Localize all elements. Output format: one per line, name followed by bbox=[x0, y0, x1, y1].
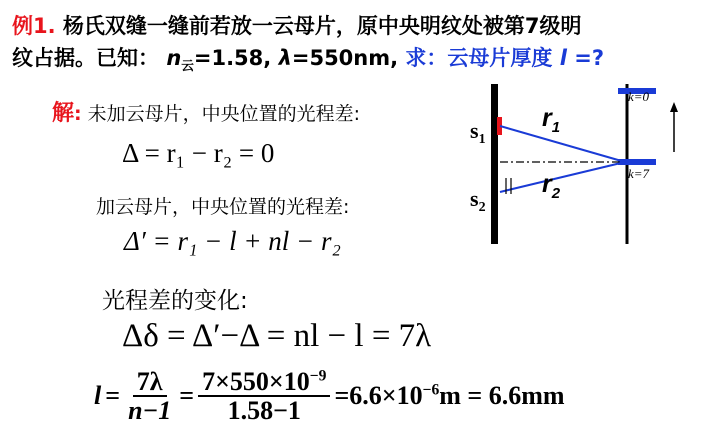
lambda-value: =550nm, bbox=[291, 46, 399, 70]
example-label: 例1. bbox=[12, 14, 56, 38]
problem-line-1 bbox=[12, 10, 582, 40]
n-subscript: 云 bbox=[181, 58, 194, 74]
solution-label: 解 bbox=[52, 101, 75, 126]
label-s2: $s_2$ bbox=[470, 186, 486, 215]
final-equation: l = $\frac{7\lambda}{n-1}$ = $\frac{7\times 550\times 10^{-9}}{1.58-1}$ $=6.6\times 10^{-6}m = 6.6mm$ bbox=[94, 367, 565, 426]
solution-intro bbox=[52, 96, 360, 127]
fraction-2-denominator: 1.58−1 bbox=[227, 396, 301, 426]
final-result-exponent: −6 bbox=[422, 381, 440, 399]
ray-r1 bbox=[500, 126, 625, 162]
lambda-symbol: λ bbox=[278, 46, 292, 70]
equation-3-text: Δδ = Δ′−Δ = nl − l = 7λ bbox=[122, 318, 432, 354]
fraction-2-numerator-exponent: −9 bbox=[309, 367, 327, 385]
equation-1-text: Δ = r₁ − r₂ = 0 bbox=[122, 138, 275, 168]
problem-text-1: 杨氏双缝一缝前若放一云母片，原中央明纹处被第7级明 bbox=[62, 14, 582, 38]
mica-intro-text: 加云母片，中央位置的光程差: bbox=[96, 196, 350, 218]
equation-2-text: Δ′ = r₁ − l + nl − r₂ bbox=[124, 226, 341, 256]
n-value: =1.58, bbox=[193, 46, 272, 70]
label-s1: $s_1$ bbox=[470, 118, 486, 147]
fraction-2 bbox=[198, 368, 330, 425]
final-result-tail: m = 6.6mm bbox=[439, 381, 565, 411]
fraction-1-numerator: 7λ bbox=[133, 368, 167, 397]
problem-line-2 bbox=[12, 42, 604, 74]
label-k7: k=7 bbox=[628, 166, 650, 181]
equation-1 bbox=[122, 138, 274, 169]
fraction-1-denominator: n−1 bbox=[128, 396, 172, 426]
final-result-base: =6.6×10 bbox=[334, 381, 423, 411]
ask-variable: l bbox=[559, 46, 567, 70]
problem-text-2: 纹占据。已知： bbox=[12, 46, 159, 70]
double-slit-diagram bbox=[460, 80, 701, 260]
label-r1: $r_1$ bbox=[542, 104, 561, 136]
ray-r2 bbox=[500, 162, 625, 192]
final-lhs: l bbox=[94, 381, 102, 411]
solution-intro-text: 未加云母片，中央位置的光程差: bbox=[87, 103, 361, 125]
ask-end: =? bbox=[566, 46, 605, 70]
final-result bbox=[334, 381, 564, 411]
slit-barrier bbox=[491, 84, 498, 244]
label-r2: $r_2$ bbox=[542, 170, 561, 202]
fraction-2-numerator-base: 7×550×10 bbox=[202, 367, 310, 396]
fraction-1 bbox=[124, 368, 175, 425]
solution-colon: : bbox=[74, 103, 82, 125]
n-symbol: n bbox=[166, 46, 182, 70]
mica-intro bbox=[96, 192, 349, 219]
change-intro bbox=[102, 282, 248, 315]
change-intro-text: 光程差的变化: bbox=[102, 288, 248, 314]
label-k0: k=0 bbox=[628, 89, 650, 104]
ask-text: 求：云母片厚度 bbox=[405, 46, 553, 70]
up-arrow-head bbox=[670, 102, 678, 112]
fraction-2-numerator bbox=[198, 368, 330, 397]
equation-3 bbox=[122, 318, 431, 355]
equation-2 bbox=[124, 226, 341, 257]
